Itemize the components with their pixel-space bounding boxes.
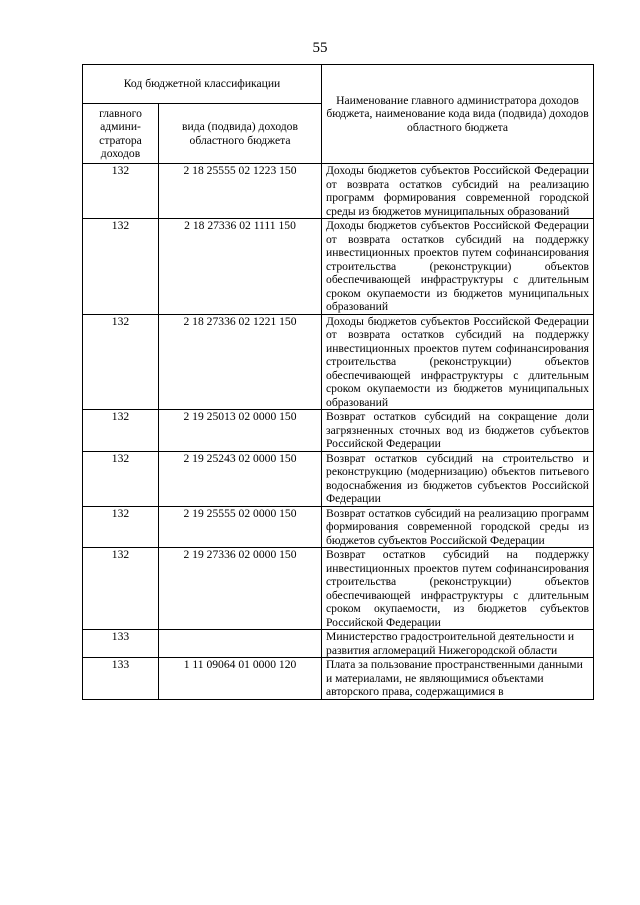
page-number: 55	[312, 40, 328, 56]
revenue-description-cell: Плата за пользование пространственными данными и материалами, не являющимися объектами авторского права, содержащимися в	[322, 658, 594, 700]
revenue-classification-table	[82, 64, 594, 700]
table-row	[83, 314, 594, 410]
revenue-code-cell: 2 19 25243 02 0000 150	[159, 451, 322, 506]
revenue-description-cell: Возврат остатков субсидий на строительство и реконструкцию (модернизацию) объектов питьевого водоснабжения из бюджетов субъектов Российской Федерации	[322, 451, 594, 506]
administrator-code-cell: 132	[83, 506, 159, 548]
revenue-description-cell: Доходы бюджетов субъектов Российской Федерации от возврата остатков субсидий на реализацию программ формирования современной городской среды из бюджетов муниципальных образований	[322, 164, 594, 219]
administrator-code-cell: 133	[83, 658, 159, 700]
administrator-code-cell: 132	[83, 451, 159, 506]
revenue-code-cell	[159, 630, 322, 658]
administrator-code-cell: 132	[83, 164, 159, 219]
administrator-name-cell: Министерство градостроительной деятельности и развития агломераций Нижегородской области	[322, 630, 594, 658]
header-budget-classification-code: Код бюджетной классификации	[83, 65, 322, 104]
table-row	[83, 164, 594, 219]
table-header-row	[83, 65, 594, 104]
table-row	[83, 506, 594, 548]
revenue-description-cell: Возврат остатков субсидий на реализацию программ формирования современной городской среды из бюджетов субъектов Российской Федерации	[322, 506, 594, 548]
table-row	[83, 548, 594, 630]
administrator-code-cell: 132	[83, 314, 159, 410]
revenue-code-cell: 2 19 27336 02 0000 150	[159, 548, 322, 630]
table-row	[83, 410, 594, 452]
administrator-code-cell: 133	[83, 630, 159, 658]
administrator-code-cell: 132	[83, 219, 159, 315]
table-row	[83, 658, 594, 700]
header-revenue-type-code: вида (подвида) доходов областного бюджета	[159, 104, 322, 164]
table-row	[83, 630, 594, 658]
administrator-code-cell: 132	[83, 410, 159, 452]
header-main-administrator: главного админи-стратора доходов	[83, 104, 159, 164]
revenue-description-cell: Возврат остатков субсидий на поддержку инвестиционных проектов путем софинансирования строительства (реконструкции) объектов обеспечивающей инфраструктуры с длительным сроком окупаемости, из бюджетов субъектов Российской Федерации	[322, 548, 594, 630]
revenue-code-cell: 2 18 27336 02 1111 150	[159, 219, 322, 315]
administrator-code-cell: 132	[83, 548, 159, 630]
revenue-code-cell: 2 18 27336 02 1221 150	[159, 314, 322, 410]
revenue-description-cell: Доходы бюджетов субъектов Российской Федерации от возврата остатков субсидий на поддержку инвестиционных проектов путем софинансирования строительства (реконструкции) объектов обеспечивающей инфраструктуры с длительным сроком окупаемости из бюджетов муниципальных образований	[322, 219, 594, 315]
revenue-code-cell: 2 19 25013 02 0000 150	[159, 410, 322, 452]
table-row	[83, 451, 594, 506]
revenue-code-cell: 2 18 25555 02 1223 150	[159, 164, 322, 219]
revenue-description-cell: Доходы бюджетов субъектов Российской Федерации от возврата остатков субсидий на поддержку инвестиционных проектов путем софинансирования строительства (реконструкции) объектов обеспечивающей инфраструктуры с длительным сроком окупаемости из бюджетов муниципальных образований	[322, 314, 594, 410]
revenue-code-cell: 1 11 09064 01 0000 120	[159, 658, 322, 700]
revenue-code-cell: 2 19 25555 02 0000 150	[159, 506, 322, 548]
header-administrator-name: Наименование главного администратора доходов бюджета, наименование кода вида (подвида) доходов областного бюджета	[322, 65, 594, 164]
table-row	[83, 219, 594, 315]
revenue-description-cell: Возврат остатков субсидий на сокращение доли загрязненных сточных вод из бюджетов субъектов Российской Федерации	[322, 410, 594, 452]
